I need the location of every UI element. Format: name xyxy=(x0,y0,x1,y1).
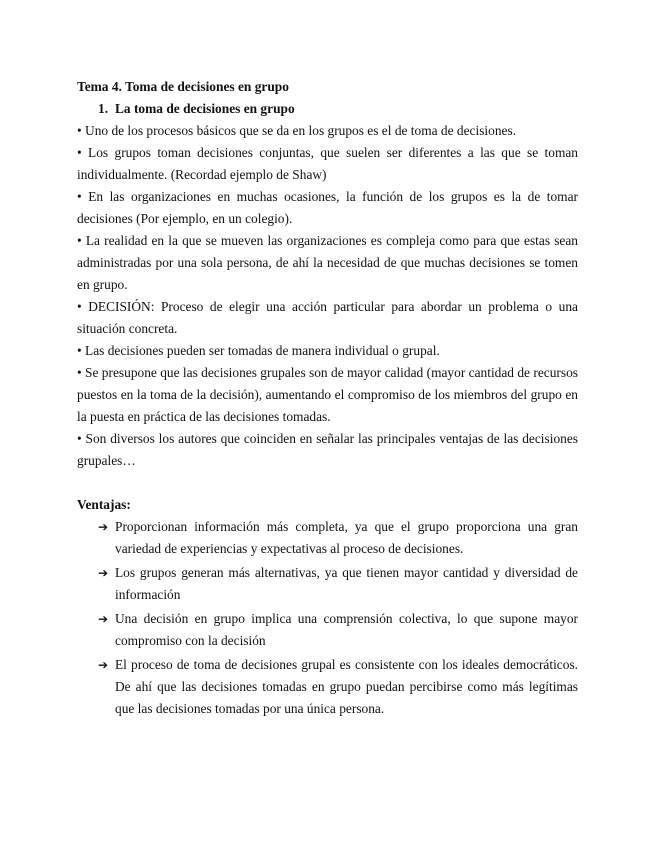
list-item xyxy=(77,562,578,606)
paragraph: • DECISIÓN: Proceso de elegir una acción particular para abordar un problema o una situación concreta. xyxy=(77,299,578,336)
subtitle-text: La toma de decisiones en grupo xyxy=(115,101,295,116)
arrow-right-icon: ➔ xyxy=(98,612,109,626)
ventajas-list xyxy=(77,516,578,720)
document-page xyxy=(77,76,578,722)
list-item-text: Los grupos generan más alternativas, ya que tienen mayor cantidad y diversidad de información xyxy=(115,565,578,602)
subtitle-number: 1. xyxy=(98,101,109,116)
paragraph: • Los grupos toman decisiones conjuntas, que suelen ser diferentes a las que se toman individualmente. (Recordad ejemplo de Shaw) xyxy=(77,145,578,182)
paragraph: • Las decisiones pueden ser tomadas de manera individual o grupal. xyxy=(77,343,440,358)
arrow-right-icon: ➔ xyxy=(98,566,109,580)
list-item-text: Una decisión en grupo implica una comprensión colectiva, lo que supone mayor compromiso con la decisión xyxy=(115,611,578,648)
section-subtitle xyxy=(77,98,578,120)
list-item xyxy=(77,654,578,720)
arrow-right-icon: ➔ xyxy=(98,658,109,672)
paragraph: • Uno de los procesos básicos que se da en los grupos es el de toma de decisiones. xyxy=(77,123,517,138)
list-item xyxy=(77,608,578,652)
paragraph: • En las organizaciones en muchas ocasiones, la función de los grupos es la de tomar decisiones (Por ejemplo, en un colegio). xyxy=(77,189,578,226)
arrow-right-icon: ➔ xyxy=(98,520,109,534)
list-item xyxy=(77,516,578,560)
list-item-text: El proceso de toma de decisiones grupal es consistente con los ideales democráticos. De ahí que las decisiones tomadas en grupo puedan percibirse como más legítimas que las decisiones tomadas por una única persona. xyxy=(115,657,578,716)
blank-line xyxy=(77,472,578,494)
paragraph: • La realidad en la que se mueven las organizaciones es compleja como para que estas sean administradas por una sola persona, de ahí la necesidad de que muchas decisiones se tomen en grupo. xyxy=(77,233,578,292)
page-title: Tema 4. Toma de decisiones en grupo xyxy=(77,79,289,94)
ventajas-heading: Ventajas: xyxy=(77,497,131,512)
list-item-text: Proporcionan información más completa, ya que el grupo proporciona una gran variedad de experiencias y expectativas al proceso de decisiones. xyxy=(115,519,578,556)
paragraph: • Se presupone que las decisiones grupales son de mayor calidad (mayor cantidad de recursos puestos en la toma de la decisión), aumentando el compromiso de los miembros del grupo en la puesta en práctica de las decisiones tomadas. xyxy=(77,365,578,424)
paragraph: • Son diversos los autores que coinciden en señalar las principales ventajas de las decisiones grupales… xyxy=(77,431,578,468)
